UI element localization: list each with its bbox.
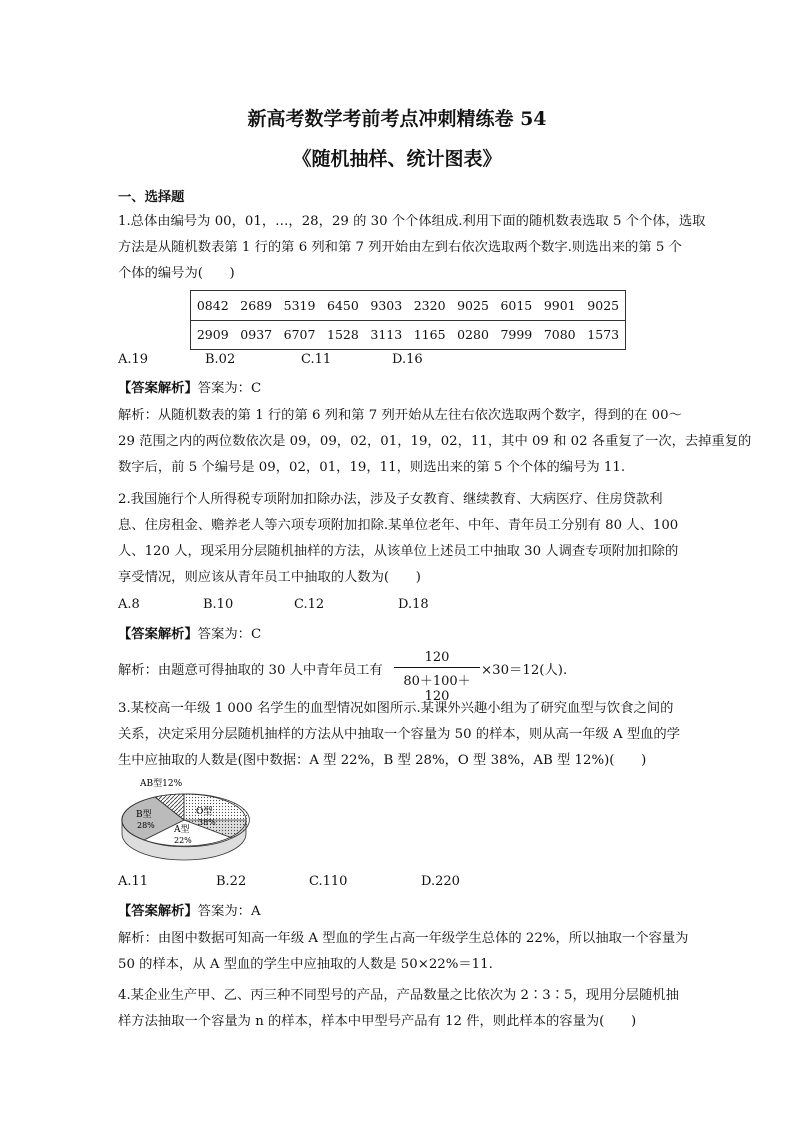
table-cell: 9025 <box>581 291 625 321</box>
q2-line-4: 享受情况，则应该从青年员工中抽取的人数为( ) <box>118 570 421 585</box>
q3-line-2: 关系，决定采用分层随机抽样的方法从中抽取一个容量为 50 的样本，则从高一年级 A 型血的学 <box>118 727 681 742</box>
table-cell: 1528 <box>321 320 364 350</box>
q3-option-a: A.11 <box>118 874 149 889</box>
table-cell: 2689 <box>235 291 278 321</box>
q1-option-b: B.02 <box>205 352 236 367</box>
answer-label: 【答案解析】 <box>118 381 198 396</box>
q3-line-1: 3.某校高一年级 1 000 名学生的血型情况如图所示.某课外兴趣小组为了研究血型与饮食之间的 <box>118 701 674 716</box>
answer-text: 答案为：A <box>197 904 261 919</box>
q2-option-d: D.18 <box>398 597 429 612</box>
answer-text: 答案为：C <box>197 627 262 642</box>
table-cell: 0842 <box>191 291 235 321</box>
q1-option-a: A.19 <box>118 352 149 367</box>
fraction-denominator: 80＋100＋120 <box>403 674 471 704</box>
q1-line-3: 个体的编号为( ) <box>118 266 235 281</box>
q2-line-2: 息、住房租金、赡养老人等六项专项附加扣除.某单位老年、中年、青年员工分别有 80 人、100 <box>118 518 679 533</box>
answer-text: 答案为：C <box>197 381 262 396</box>
page-title: 新高考数学考前考点冲刺精练卷 54 <box>247 108 547 130</box>
answer-label: 【答案解析】 <box>118 904 198 919</box>
q4-line-1: 4.某企业生产甲、乙、丙三种不同型号的产品，产品数量之比依次为 2∶3∶5，现用分层随机抽 <box>118 988 679 1003</box>
q3-option-c: C.110 <box>309 874 348 889</box>
fraction-bar <box>394 667 480 668</box>
q2-explain-pre: 解析：由题意可得抽取的 30 人中青年员工有 <box>118 663 383 678</box>
table-cell: 6707 <box>278 320 321 350</box>
pie-pct-a: 22% <box>174 836 192 845</box>
table-cell: 2320 <box>408 291 451 321</box>
q1-line-1: 1.总体由编号为 00，01，…，28，29 的 30 个个体组成.利用下面的随机数表选取 5 个个体，选取 <box>118 214 706 229</box>
q3-option-d: D.220 <box>421 874 460 889</box>
q1-explain-3: 数字后，前 5 个编号是 09，02，01，19，11，则选出来的第 5 个个体的编号为 11. <box>118 460 626 475</box>
q1-option-c: C.11 <box>301 352 332 367</box>
table-row <box>191 291 626 321</box>
q2-option-a: A.8 <box>118 597 140 612</box>
table-cell: 1573 <box>581 320 625 350</box>
random-number-table <box>190 290 626 350</box>
table-cell: 7999 <box>495 320 538 350</box>
q3-explain-2: 50 的样本，从 A 型血的学生中应抽取的人数是 50×22%＝11. <box>118 957 493 972</box>
table-cell: 6450 <box>321 291 364 321</box>
table-cell: 9025 <box>451 291 494 321</box>
answer-label: 【答案解析】 <box>118 627 198 642</box>
table-cell: 2909 <box>191 320 235 350</box>
pie-label-o: O型 <box>196 807 213 817</box>
q2-option-c: C.12 <box>294 597 325 612</box>
pie-label-ab: AB型12% <box>140 779 183 789</box>
q2-fraction <box>394 650 480 704</box>
q4-line-2: 样方法抽取一个容量为 n 的样本，样本中甲型号产品有 12 件，则此样本的容量为( ) <box>118 1014 637 1029</box>
table-cell: 9303 <box>365 291 408 321</box>
q2-answer <box>118 623 261 642</box>
blood-type-pie-chart <box>110 772 260 864</box>
table-cell: 3113 <box>365 320 408 350</box>
table-cell: 7080 <box>538 320 581 350</box>
table-cell: 0937 <box>235 320 278 350</box>
q2-option-b: B.10 <box>203 597 234 612</box>
q3-explain-1: 解析：由图中数据可知高一年级 A 型血的学生占高一年级学生总体的 22%，所以抽取一个容量为 <box>118 931 689 946</box>
pie-label-b: B型 <box>136 810 152 820</box>
table-cell: 1165 <box>408 320 451 350</box>
q1-explain-1: 解析：从随机数表的第 1 行的第 6 列和第 7 列开始从左往右依次选取两个数字，得到的在 00～ <box>118 408 682 423</box>
section-heading: 一、选择题 <box>118 190 185 205</box>
q3-answer <box>118 900 261 919</box>
table-cell: 5319 <box>278 291 321 321</box>
page-subtitle: 《随机抽样、统计图表》 <box>292 148 502 170</box>
pie-pct-o: 38% <box>198 818 216 827</box>
q1-explain-2: 29 范围之内的两位数依次是 09，09，02，01，19，02，11，其中 09 和 02 各重复了一次，去掉重复的 <box>118 434 752 449</box>
q1-answer <box>118 377 261 396</box>
pie-pct-b: 28% <box>137 821 155 830</box>
table-row <box>191 320 626 350</box>
table-cell: 0280 <box>451 320 494 350</box>
q1-option-d: D.16 <box>392 352 423 367</box>
q3-line-3: 生中应抽取的人数是(图中数据：A 型 22%，B 型 28%，O 型 38%，AB 型 12%)( ) <box>118 753 647 768</box>
pie-label-a: A型 <box>174 825 190 835</box>
table-cell: 6015 <box>495 291 538 321</box>
q1-line-2: 方法是从随机数表第 1 行的第 6 列和第 7 列开始由左到右依次选取两个数字.则选出来的第 5 个 <box>118 240 682 255</box>
q2-explain-post: ×30＝12(人). <box>481 663 568 678</box>
q2-line-1: 2.我国施行个人所得税专项附加扣除办法，涉及子女教育、继续教育、大病医疗、住房贷款利 <box>118 492 663 507</box>
q2-line-3: 人、120 人，现采用分层随机抽样的方法，从该单位上述员工中抽取 30 人调查专项附加扣除的 <box>118 544 679 559</box>
table-cell: 9901 <box>538 291 581 321</box>
q3-option-b: B.22 <box>216 874 247 889</box>
fraction-numerator: 120 <box>424 650 450 665</box>
